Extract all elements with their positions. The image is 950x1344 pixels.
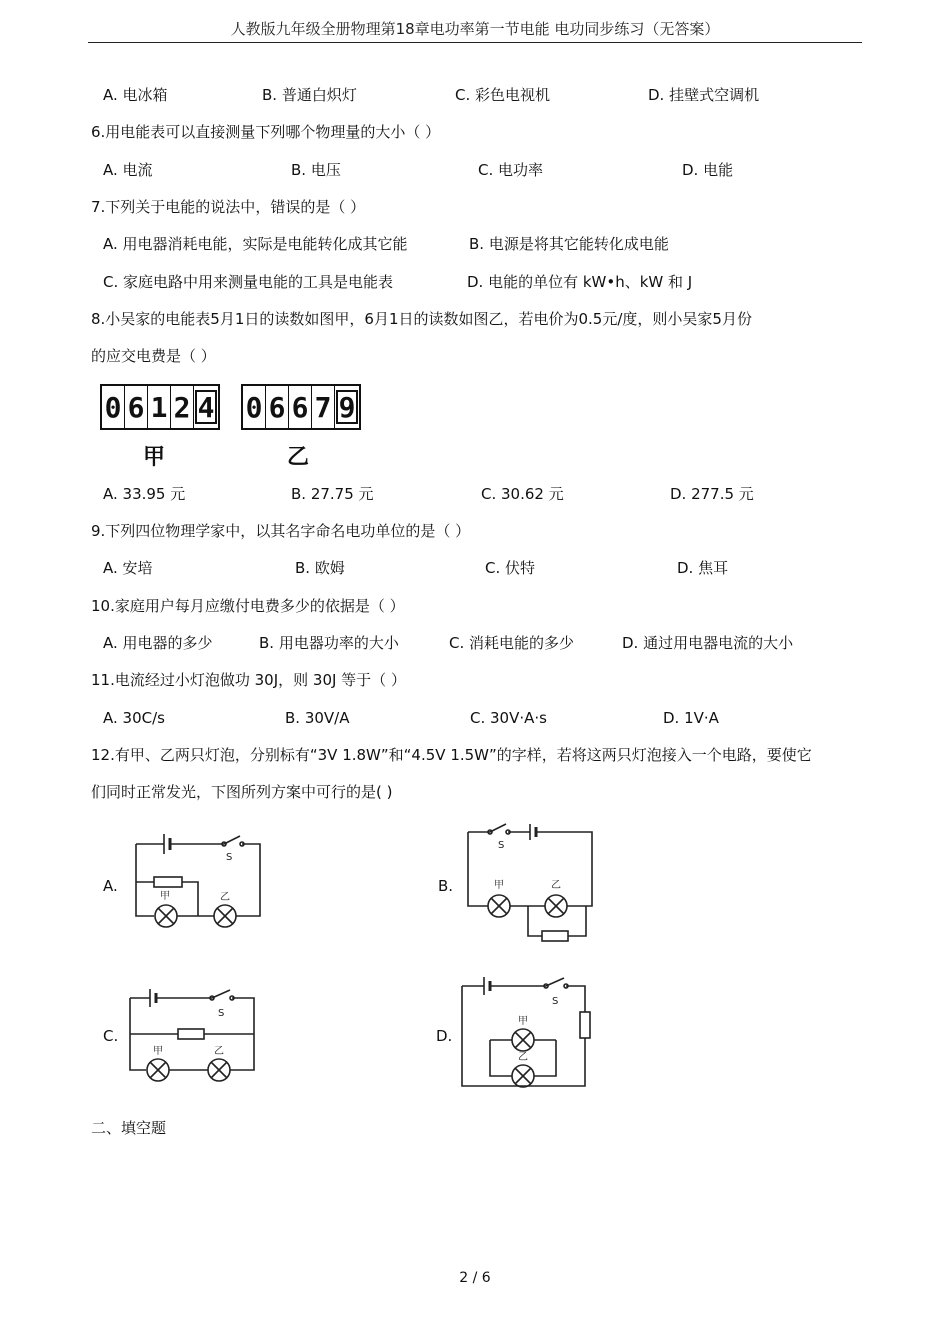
meter-jia bbox=[100, 384, 220, 430]
circuit-b-lamp-jia-label: 甲 bbox=[494, 880, 504, 891]
meter-jia-digit: 6 bbox=[125, 386, 148, 428]
q12-stem-line1: 12.有甲、乙两只灯泡，分别标有“3V 1.8W”和“4.5V 1.5W”的字样，若将这两只灯泡接入一个电路，要使它 bbox=[91, 746, 812, 764]
q7-stem: 7.下列关于电能的说法中，错误的是（ ） bbox=[91, 198, 366, 216]
q9-option-b: B. 欧姆 bbox=[295, 559, 345, 577]
q8-option-b: B. 27.75 元 bbox=[291, 485, 374, 503]
meter-jia-decimal-digit: 4 bbox=[195, 390, 217, 424]
circuit-c-switch-label: S bbox=[218, 1008, 225, 1019]
q11-option-c: C. 30V·A·s bbox=[470, 709, 547, 727]
meter-yi-digit: 6 bbox=[289, 386, 312, 428]
meter-yi-decimal-digit: 9 bbox=[336, 390, 358, 424]
q6-option-b: B. 电压 bbox=[291, 161, 341, 179]
page-number: 2 / 6 bbox=[459, 1270, 491, 1286]
meter-jia-digit: 2 bbox=[171, 386, 194, 428]
circuit-diagram-c bbox=[126, 986, 266, 1086]
q11-option-a: A. 30C/s bbox=[103, 709, 165, 727]
circuit-a-lamp-jia-label: 甲 bbox=[160, 891, 170, 902]
q8-option-a: A. 33.95 元 bbox=[103, 485, 186, 503]
q8-stem-line2: 的应交电费是（ ） bbox=[91, 347, 216, 365]
meter-jia-label: 甲 bbox=[143, 445, 166, 470]
q5-option-c: C. 彩色电视机 bbox=[455, 86, 551, 104]
q12-option-c-label: C. bbox=[103, 1027, 119, 1045]
circuit-diagram-b bbox=[462, 822, 602, 942]
circuit-a-switch-label: S bbox=[226, 852, 233, 863]
q7-option-d: D. 电能的单位有 kW•h、kW 和 J bbox=[467, 273, 693, 291]
q8-stem-line1: 8.小吴家的电能表5月1日的读数如图甲，6月1日的读数如图乙，若电价为0.5元/度，则小吴家5月份 bbox=[91, 310, 752, 328]
q5-option-a: A. 电冰箱 bbox=[103, 86, 168, 104]
meter-yi-digit: 7 bbox=[312, 386, 335, 428]
circuit-c-lamp-jia-label: 甲 bbox=[153, 1046, 163, 1057]
q6-option-c: C. 电功率 bbox=[478, 161, 544, 179]
section-title-fill-in-blank: 二、填空题 bbox=[91, 1119, 167, 1137]
circuit-d-switch-label: S bbox=[552, 996, 559, 1007]
meter-yi-label: 乙 bbox=[287, 445, 310, 470]
q12-stem-line2: 们同时正常发光，下图所列方案中可行的是( ) bbox=[91, 783, 393, 801]
circuit-c-lamp-yi-label: 乙 bbox=[214, 1046, 224, 1057]
q9-option-d: D. 焦耳 bbox=[677, 559, 729, 577]
q8-option-d: D. 277.5 元 bbox=[670, 485, 754, 503]
q9-option-a: A. 安培 bbox=[103, 559, 153, 577]
q10-option-c: C. 消耗电能的多少 bbox=[449, 634, 575, 652]
circuit-diagram-d bbox=[460, 976, 600, 1096]
q8-option-c: C. 30.62 元 bbox=[481, 485, 564, 503]
meter-jia-digit: 0 bbox=[102, 386, 125, 428]
q5-option-b: B. 普通白炽灯 bbox=[262, 86, 357, 104]
circuit-b-lamp-yi-label: 乙 bbox=[551, 880, 561, 891]
meter-yi-digit: 6 bbox=[266, 386, 289, 428]
circuit-b-switch-label: S bbox=[498, 840, 505, 851]
q7-option-b: B. 电源是将其它能转化成电能 bbox=[469, 235, 669, 253]
q6-option-a: A. 电流 bbox=[103, 161, 153, 179]
q12-option-b-label: B. bbox=[438, 877, 454, 895]
q9-stem: 9.下列四位物理学家中，以其名字命名电功单位的是（ ） bbox=[91, 522, 471, 540]
meter-yi-digit: 0 bbox=[243, 386, 266, 428]
q10-option-d: D. 通过用电器电流的大小 bbox=[622, 634, 794, 652]
q11-option-d: D. 1V·A bbox=[663, 709, 719, 727]
meter-yi bbox=[241, 384, 361, 430]
q7-option-c: C. 家庭电路中用来测量电能的工具是电能表 bbox=[103, 273, 394, 291]
q7-option-a: A. 用电器消耗电能，实际是电能转化成其它能 bbox=[103, 235, 408, 253]
q11-stem: 11.电流经过小灯泡做功 30J，则 30J 等于（ ） bbox=[91, 671, 406, 689]
circuit-diagram-a bbox=[126, 826, 266, 936]
circuit-a-lamp-yi-label: 乙 bbox=[220, 892, 230, 903]
q6-option-d: D. 电能 bbox=[682, 161, 734, 179]
q9-option-c: C. 伏特 bbox=[485, 559, 536, 577]
q12-option-d-label: D. bbox=[436, 1027, 453, 1045]
q10-option-a: A. 用电器的多少 bbox=[103, 634, 213, 652]
circuit-d-lamp-jia-label: 甲 bbox=[518, 1016, 528, 1027]
header-divider bbox=[88, 42, 862, 43]
meter-jia-digit: 1 bbox=[148, 386, 171, 428]
page-header: 人教版九年级全册物理第18章电功率第一节电能 电功同步练习（无答案） bbox=[230, 20, 720, 38]
q6-stem: 6.用电能表可以直接测量下列哪个物理量的大小（ ） bbox=[91, 123, 441, 141]
q10-stem: 10.家庭用户每月应缴付电费多少的依据是（ ） bbox=[91, 597, 405, 615]
q11-option-b: B. 30V/A bbox=[285, 709, 350, 727]
circuit-d-lamp-yi-label: 乙 bbox=[518, 1052, 528, 1063]
q5-option-d: D. 挂壁式空调机 bbox=[648, 86, 760, 104]
q10-option-b: B. 用电器功率的大小 bbox=[259, 634, 399, 652]
q12-option-a-label: A. bbox=[103, 877, 118, 895]
